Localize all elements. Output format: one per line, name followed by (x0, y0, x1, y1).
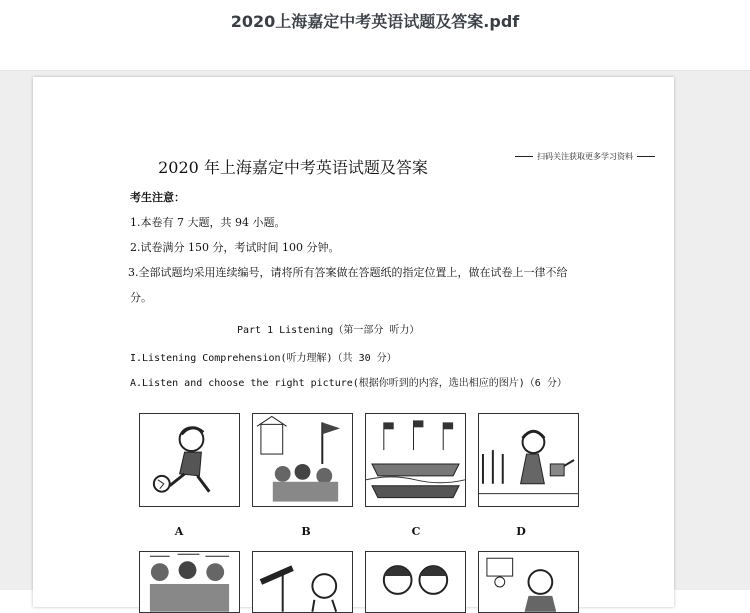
note-3: 3.全部试题均采用连续编号，请将所有答案做在答题纸的指定位置上，做在试卷上一律不给 (128, 266, 568, 279)
notice-heading: 考生注意： (130, 191, 185, 204)
document-filename: 2020上海嘉定中考英语试题及答案.pdf (230, 12, 520, 31)
picture-b-label: B (301, 525, 311, 538)
note-2: 2.试卷满分 150 分，考试时间 100 分钟。 (130, 241, 340, 254)
pdf-viewer[interactable] (0, 71, 750, 590)
picture-c-dragon-boat-race (365, 413, 466, 507)
picture-a-label: A (174, 525, 184, 538)
paper-title: 2020 年上海嘉定中考英语试题及答案 (158, 158, 428, 177)
picture-d-label: D (516, 525, 526, 538)
picture-h-basketball-player (478, 551, 579, 613)
subsection-heading: A.Listen and choose the right picture(根据你听到的内容，选出相应的图片)（6 分） (130, 378, 567, 389)
promo-text: 扫码关注获取更多学习资料 (537, 152, 633, 161)
picture-a-boy-kicking-ball (139, 413, 240, 507)
note-3-cont: 分。 (130, 291, 152, 304)
picture-e-people-cheering (139, 551, 240, 613)
title-bar (0, 0, 750, 71)
part-heading: Part 1 Listening（第一部分 听力） (237, 325, 420, 336)
picture-g-two-girls (365, 551, 466, 613)
section-heading: I.Listening Comprehension(听力理解)（共 30 分） (130, 353, 397, 364)
picture-f-road-sign (252, 551, 353, 613)
picture-b-crowd-with-flags (252, 413, 353, 507)
picture-c-label: C (411, 525, 421, 538)
picture-d-girl-watering-plants (478, 413, 579, 507)
note-1: 1.本卷有 7 大题，共 94 小题。 (130, 216, 286, 229)
pdf-page (33, 77, 674, 607)
